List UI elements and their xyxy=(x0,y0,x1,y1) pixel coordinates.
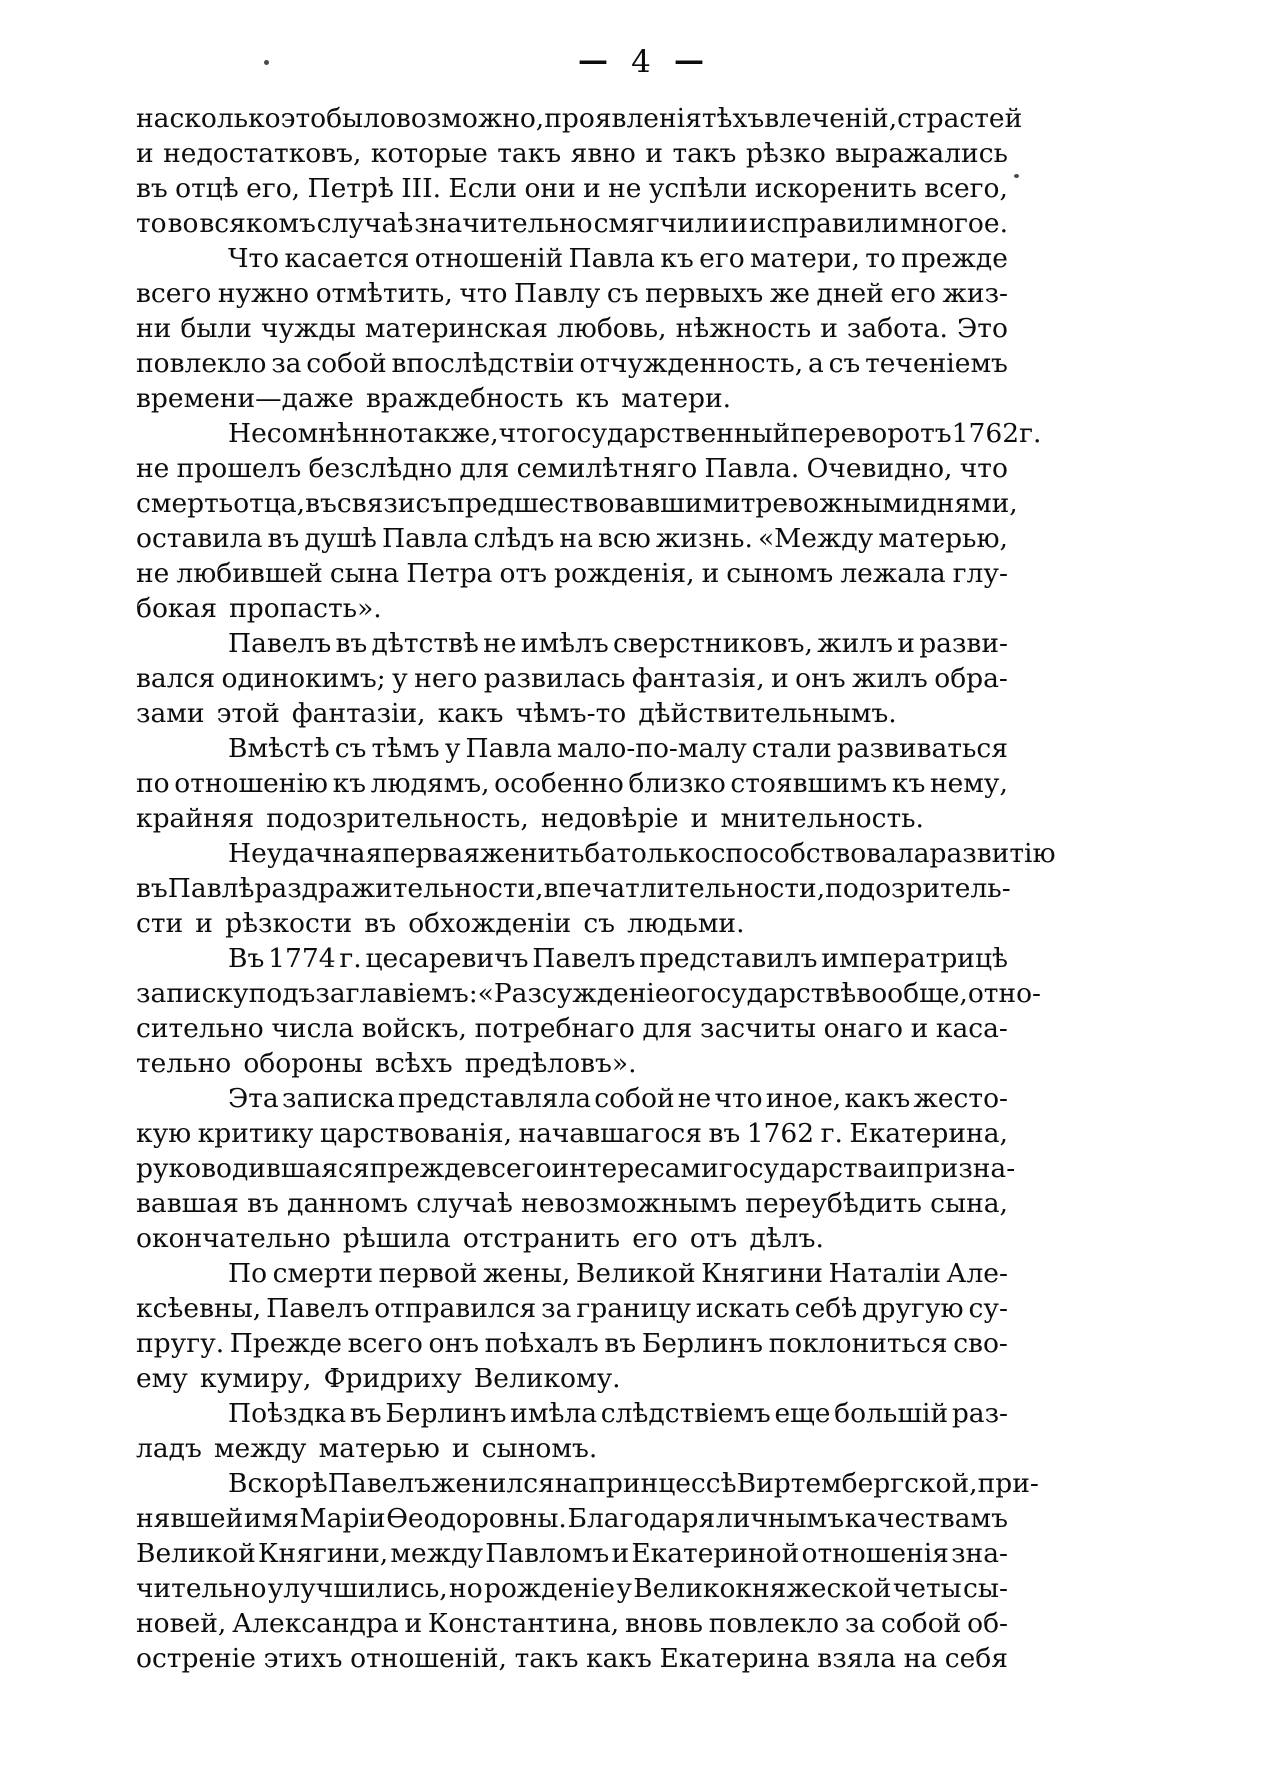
text-line: бокая пропасть». xyxy=(136,593,382,624)
text-line: ксѣевны, Павелъ отправился за границу искать себѣ другую су- xyxy=(136,1293,1008,1324)
text-line: всего нужно отмѣтить, что Павлу съ первыхъ же дней его жиз- xyxy=(136,278,1008,309)
text-line: чительно улучшились, но рожденіе у Великокняжеской четы сы- xyxy=(136,1573,1008,1604)
text-line: то во всякомъ случаѣ значительно смягчили и исправили многое. xyxy=(136,208,1008,239)
text-line: оставила въ душѣ Павла слѣдъ на всю жизнь. «Между матерью, xyxy=(136,523,1008,554)
scan-speck xyxy=(1014,174,1019,178)
text-line: Что касается отношеній Павла къ его матери, то прежде xyxy=(228,243,1008,274)
text-line: Павелъ въ дѣтствѣ не имѣлъ сверстниковъ, жилъ и разви- xyxy=(228,628,1008,659)
text-line: не прошелъ безслѣдно для семилѣтняго Павла. Очевидно, что xyxy=(136,453,1008,484)
scan-speck xyxy=(264,60,269,65)
text-line: ему кумиру, Фридриху Великому. xyxy=(136,1363,621,1394)
text-line: Поѣздка въ Берлинъ имѣла слѣдствіемъ еще большій раз- xyxy=(228,1398,1008,1429)
text-line: нявшей имя Маріи Ѳеодоровны. Благодаря личнымъ качествамъ xyxy=(136,1503,1008,1534)
text-line: ни были чужды материнская любовь, нѣжность и забота. Это xyxy=(136,313,1008,344)
text-line: Эта записка представляла собой не что иное, какъ жесто- xyxy=(228,1083,1008,1114)
text-line: новей, Александра и Константина, вновь повлекло за собой об- xyxy=(136,1608,1008,1639)
text-line: руководившаяся прежде всего интересами государства и призна- xyxy=(136,1153,1016,1184)
text-line: не любившей сына Петра отъ рожденія, и сыномъ лежала глу- xyxy=(136,558,1008,589)
text-line: записку подъ заглавіемъ: «Разсужденіе о государствѣ вообще, отно- xyxy=(136,978,1042,1009)
page-text xyxy=(136,101,1056,1676)
text-line: Несомнѣнно также, что государственный переворотъ 1762 г. xyxy=(228,418,1042,449)
text-line: вавшая въ данномъ случаѣ невозможнымъ переубѣдить сына, xyxy=(136,1188,1008,1219)
header-dash-right: — xyxy=(673,42,704,78)
text-line: Въ 1774 г. цесаревичъ Павелъ представилъ императрицѣ xyxy=(228,943,1008,974)
text-line: пругу. Прежде всего онъ поѣхалъ въ Берлинъ поклониться сво- xyxy=(136,1328,1008,1359)
text-line: времени—даже враждебность къ матери. xyxy=(136,383,732,414)
text-line: насколько это было возможно, проявленія тѣхъ влеченій, страстей xyxy=(136,103,1023,134)
text-line: ладъ между матерью и сыномъ. xyxy=(136,1433,598,1464)
text-line: Вскорѣ Павелъ женился на принцессѣ Виртембергской, при- xyxy=(228,1468,1039,1499)
text-line: повлекло за собой впослѣдствіи отчужденность, а съ теченіемъ xyxy=(136,348,1008,379)
text-line: Неудачная первая женитьба только способствовала развитію xyxy=(228,838,1056,869)
text-line: сти и рѣзкости въ обхожденіи съ людьми. xyxy=(136,908,745,939)
text-line: вался одинокимъ; у него развилась фантазія, и онъ жилъ обра- xyxy=(136,663,1008,694)
page-header xyxy=(578,42,704,82)
text-line: по отношенію къ людямъ, особенно близко стоявшимъ къ нему, xyxy=(136,768,1008,799)
text-line: кую критику царствованія, начавшагося въ 1762 г. Екатерина, xyxy=(136,1118,1008,1149)
text-line: и недостатковъ, которые такъ явно и такъ рѣзко выражались xyxy=(136,138,1008,169)
text-line: крайняя подозрительность, недовѣріе и мнительность. xyxy=(136,803,924,834)
text-line: Великой Княгини, между Павломъ и Екатериной отношенія зна- xyxy=(136,1538,1008,1569)
text-line: смерть отца, въ связи съ предшествовавшими тревожными днями, xyxy=(136,488,1018,519)
text-line: остреніе этихъ отношеній, такъ какъ Екатерина взяла на себя xyxy=(136,1643,1008,1674)
text-line: въ Павлѣ раздражительности, впечатлительности, подозритель- xyxy=(136,873,1011,904)
text-line: По смерти первой жены, Великой Княгини Наталіи Але- xyxy=(228,1258,1008,1289)
text-line: зами этой фантазіи, какъ чѣмъ-то дѣйствительнымъ. xyxy=(136,698,897,729)
text-line: сительно числа войскъ, потребнаго для засчиты онаго и каса- xyxy=(136,1013,1008,1044)
header-dash-left: — xyxy=(578,42,608,78)
text-line: тельно обороны всѣхъ предѣловъ». xyxy=(136,1048,637,1079)
text-line: окончательно рѣшила отстранить его отъ дѣлъ. xyxy=(136,1223,824,1254)
text-line: въ отцѣ его, Петрѣ III. Если они и не успѣли искоренить всего, xyxy=(136,173,1008,204)
text-line: Вмѣстѣ съ тѣмъ у Павла мало-по-малу стали развиваться xyxy=(228,733,1008,764)
page-number: 4 xyxy=(631,44,651,80)
